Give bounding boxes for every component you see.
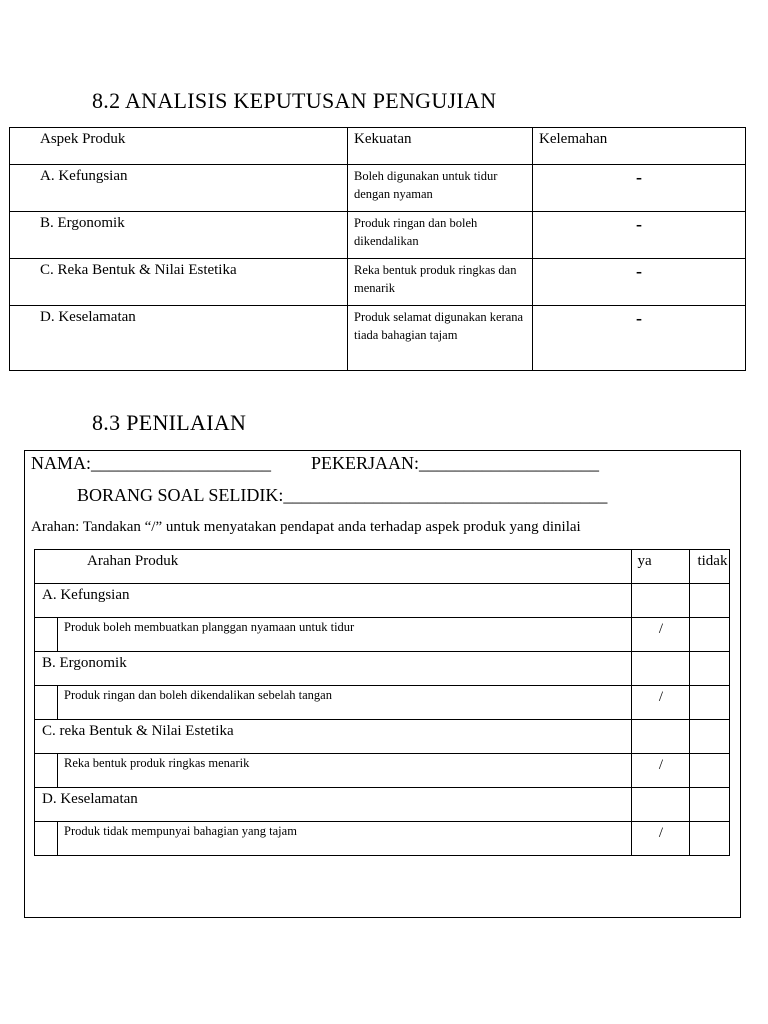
tidak-mark[interactable] [690, 754, 730, 788]
weakness-cell: - [533, 165, 746, 212]
tidak-cell[interactable] [690, 788, 730, 822]
ya-cell[interactable] [632, 652, 690, 686]
item-text: Produk ringan dan boleh dikendalikan sebelah tangan [58, 686, 632, 720]
table-row [10, 212, 746, 259]
section-row [35, 652, 730, 686]
header-aspect: Aspek Produk [10, 128, 348, 165]
section-row [35, 788, 730, 822]
questionnaire-form [24, 450, 741, 918]
strength-cell: Reka bentuk produk ringkas dan menarik [348, 259, 533, 306]
aspect-cell: D. Keselamatan [10, 306, 348, 371]
header-strength: Kekuatan [348, 128, 533, 165]
weakness-cell: - [533, 306, 746, 371]
section-name: A. Kefungsian [35, 584, 632, 618]
section-83-title: 8.3 PENILAIAN [92, 410, 247, 435]
strength-cell: Boleh digunakan untuk tidur dengan nyaman [348, 165, 533, 212]
item-row [35, 754, 730, 788]
tidak-cell[interactable] [690, 584, 730, 618]
ya-mark[interactable]: / [632, 618, 690, 652]
pekerjaan-field[interactable]: PEKERJAAN:____________________ [311, 453, 600, 473]
rating-table [34, 549, 730, 856]
item-text: Reka bentuk produk ringkas menarik [58, 754, 632, 788]
table-row [10, 259, 746, 306]
table-row [10, 165, 746, 212]
table-header-row [10, 128, 746, 165]
section-row [35, 720, 730, 754]
header-weakness: Kelemahan [533, 128, 746, 165]
aspect-cell: B. Ergonomik [10, 212, 348, 259]
ya-cell[interactable] [632, 584, 690, 618]
ya-mark[interactable]: / [632, 686, 690, 720]
weakness-cell: - [533, 259, 746, 306]
tidak-mark[interactable] [690, 686, 730, 720]
tidak-cell[interactable] [690, 720, 730, 754]
borang-field[interactable]: BORANG SOAL SELIDIK:____________________________________ [77, 485, 608, 505]
strength-cell: Produk ringan dan boleh dikendalikan [348, 212, 533, 259]
strength-cell: Produk selamat digunakan kerana tiada bahagian tajam [348, 306, 533, 371]
nama-field[interactable]: NAMA:____________________ [31, 453, 272, 473]
item-text: Produk boleh membuatkan planggan nyamaan untuk tidur [58, 618, 632, 652]
indent-cell [35, 686, 58, 720]
arahan-text: Arahan: Tandakan “/” untuk menyatakan pendapat anda terhadap aspek produk yang dinilai [31, 519, 581, 535]
ya-cell[interactable] [632, 720, 690, 754]
section-name: C. reka Bentuk & Nilai Estetika [35, 720, 632, 754]
table-row [10, 306, 746, 371]
indent-cell [35, 822, 58, 856]
header-ya: ya [632, 550, 690, 584]
tidak-mark[interactable] [690, 618, 730, 652]
item-row [35, 822, 730, 856]
aspect-cell: A. Kefungsian [10, 165, 348, 212]
ya-mark[interactable]: / [632, 822, 690, 856]
tidak-cell[interactable] [690, 652, 730, 686]
item-row [35, 618, 730, 652]
indent-cell [35, 618, 58, 652]
item-text: Produk tidak mempunyai bahagian yang tajam [58, 822, 632, 856]
section-name: D. Keselamatan [35, 788, 632, 822]
ya-mark[interactable]: / [632, 754, 690, 788]
section-row [35, 584, 730, 618]
item-row [35, 686, 730, 720]
ya-cell[interactable] [632, 788, 690, 822]
header-arahan-produk: Arahan Produk [35, 550, 632, 584]
section-82-title: 8.2 ANALISIS KEPUTUSAN PENGUJIAN [92, 88, 497, 113]
indent-cell [35, 754, 58, 788]
rating-header-row [35, 550, 730, 584]
section-name: B. Ergonomik [35, 652, 632, 686]
header-tidak: tidak [690, 550, 730, 584]
analysis-table [9, 127, 746, 371]
aspect-cell: C. Reka Bentuk & Nilai Estetika [10, 259, 348, 306]
tidak-mark[interactable] [690, 822, 730, 856]
weakness-cell: - [533, 212, 746, 259]
